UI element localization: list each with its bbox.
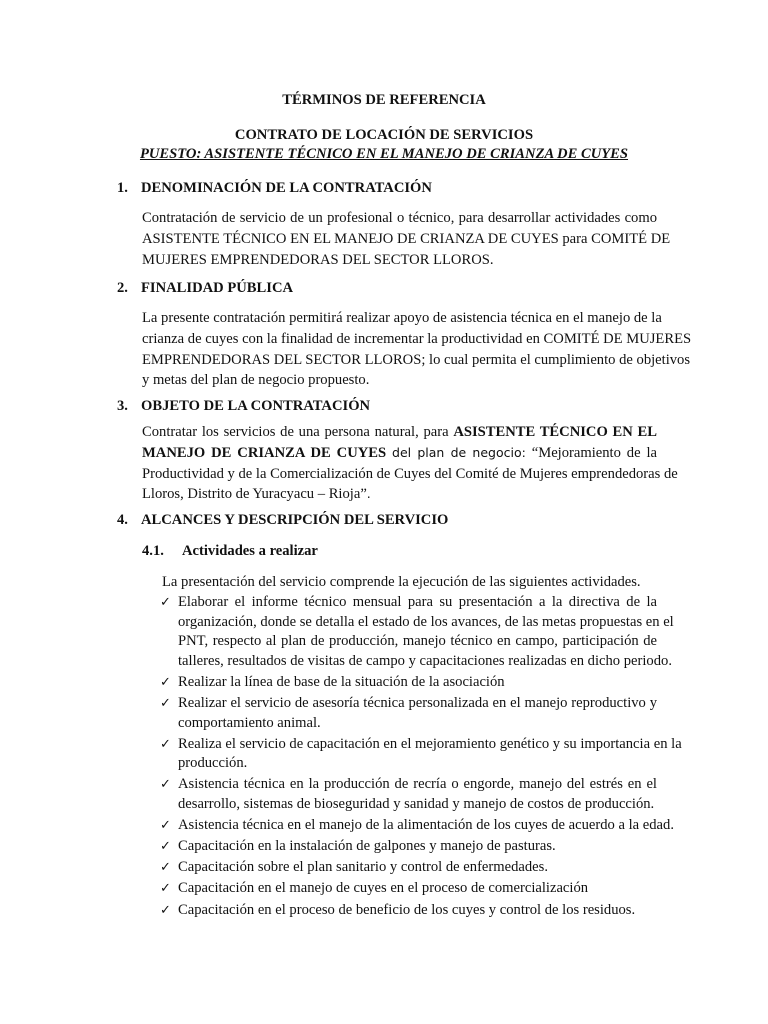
checkmark-icon: ✓ xyxy=(160,674,171,690)
paragraph-line: MUJERES EMPRENDEDORAS DEL SECTOR LLOROS. xyxy=(142,251,494,268)
activity-line: PNT, respecto al plan de producción, manejo técnico en campo, participación de xyxy=(178,633,657,650)
checkmark-icon: ✓ xyxy=(160,818,171,834)
list-intro: La presentación del servicio comprende la ejecución de las siguientes actividades. xyxy=(162,574,641,590)
position-title: PUESTO: ASISTENTE TÉCNICO EN EL MANEJO DE CRIANZA DE CUYES xyxy=(139,146,629,162)
checkmark-icon: ✓ xyxy=(160,902,171,918)
activity-line: talleres, resultados de visitas de campo y capacitaciones realizadas en dicho periodo. xyxy=(178,652,672,669)
section-number: 1. xyxy=(117,180,128,196)
activity-line: Realizar el servicio de asesoría técnica personalizada en el manejo reproductivo y xyxy=(178,695,657,711)
text-run-sans: del plan de negocio: xyxy=(392,444,526,460)
paragraph-line: ASISTENTE TÉCNICO EN EL MANEJO DE CRIANZA DE CUYES para COMITÉ DE xyxy=(142,230,671,247)
subsection-number: 4.1. xyxy=(142,543,164,559)
checkmark-icon: ✓ xyxy=(160,881,171,897)
checkmark-icon: ✓ xyxy=(160,595,171,610)
activity-text xyxy=(178,775,657,814)
activity-line: Asistencia técnica en la producción de recría o engorde, manejo del estrés en el xyxy=(178,776,657,793)
paragraph xyxy=(142,208,671,270)
activity-line: comportamiento animal. xyxy=(178,714,321,731)
activity-line: organización, donde se detalla el estado de los avances, de las metas propuestas en el xyxy=(178,613,674,630)
checkmark-icon: ✓ xyxy=(160,860,171,876)
contract-title: CONTRATO DE LOCACIÓN DE SERVICIOS xyxy=(234,127,534,143)
activity-text xyxy=(178,694,657,733)
checkmark-icon: ✓ xyxy=(160,736,171,752)
section-title: DENOMINACIÓN DE LA CONTRATACIÓN xyxy=(141,180,432,196)
checkmark-icon: ✓ xyxy=(160,839,171,855)
activity-text xyxy=(178,837,657,857)
activity-line: Capacitación en el proceso de beneficio de los cuyes y control de los residuos. xyxy=(178,901,636,918)
checkmark-icon: ✓ xyxy=(160,777,171,793)
activity-line: Capacitación en la instalación de galpones y manejo de pasturas. xyxy=(178,838,556,855)
subsection-title: Actividades a realizar xyxy=(182,543,318,559)
activity-line: producción. xyxy=(178,755,248,772)
paragraph-line: Contratación de servicio de un profesional o técnico, para desarrollar actividades como xyxy=(142,210,657,226)
text-run: Lloros, Distrito de Yuracyacu – Rioja” xyxy=(142,486,367,503)
checkmark-icon: ✓ xyxy=(160,696,171,711)
text-run-sans: . xyxy=(366,486,371,502)
activity-text xyxy=(178,593,674,671)
paragraph-line: y metas del plan de negocio propuesto. xyxy=(142,372,370,389)
section-number: 3. xyxy=(117,398,128,414)
activity-line: desarrollo, sistemas de bioseguridad y sanidad y manejo de costos de producción. xyxy=(178,795,655,812)
activity-text xyxy=(178,735,682,774)
activity-line: Capacitación sobre el plan sanitario y control de enfermedades. xyxy=(178,859,548,876)
activity-text xyxy=(178,879,657,899)
paragraph xyxy=(142,422,678,505)
paragraph-line xyxy=(142,422,657,443)
paragraph-line: La presente contratación permitirá realizar apoyo de asistencia técnica en el manejo de la xyxy=(142,310,662,326)
paragraph-line: Productividad y de la Comercialización de Cuyes del Comité de Mujeres emprendedoras de xyxy=(142,465,678,482)
section-title: ALCANCES Y DESCRIPCIÓN DEL SERVICIO xyxy=(141,512,449,528)
activity-line: Realizar la línea de base de la situación de la asociación xyxy=(178,673,505,690)
activity-line: Capacitación en el manejo de cuyes en el proceso de comercialización xyxy=(178,880,589,897)
paragraph-line: EMPRENDEDORAS DEL SECTOR LLOROS; lo cual permita el cumplimiento de objetivos xyxy=(142,351,691,368)
paragraph-line xyxy=(142,484,657,505)
text-run: Contratar los servicios de una persona natural, para xyxy=(142,424,449,440)
activity-text xyxy=(178,858,657,878)
paragraph xyxy=(142,308,692,391)
section-title: OBJETO DE LA CONTRATACIÓN xyxy=(141,398,371,414)
activity-line: Asistencia técnica en el manejo de la alimentación de los cuyes de acuerdo a la edad. xyxy=(178,817,674,834)
text-run-bold: MANEJO DE CRIANZA DE CUYES xyxy=(142,444,387,461)
text-run-bold: ASISTENTE TÉCNICO EN EL xyxy=(453,424,657,440)
section-number: 4. xyxy=(117,512,128,528)
activity-line: Elaborar el informe técnico mensual para su presentación a la directiva de la xyxy=(178,594,657,610)
text-run: “Mejoramiento de la xyxy=(531,444,657,461)
activity-text xyxy=(178,816,674,836)
document-title: TÉRMINOS DE REFERENCIA xyxy=(282,92,486,108)
activity-text xyxy=(178,673,657,693)
section-number: 2. xyxy=(117,280,128,296)
paragraph-line xyxy=(142,443,657,464)
paragraph-line: crianza de cuyes con la finalidad de incrementar la productividad en COMITÉ DE MUJERES xyxy=(142,330,692,347)
subsection-heading xyxy=(142,543,318,560)
activity-line: Realiza el servicio de capacitación en el mejoramiento genético y su importancia en la xyxy=(178,735,682,752)
activity-text xyxy=(178,901,657,921)
section-title: FINALIDAD PÚBLICA xyxy=(141,280,294,296)
